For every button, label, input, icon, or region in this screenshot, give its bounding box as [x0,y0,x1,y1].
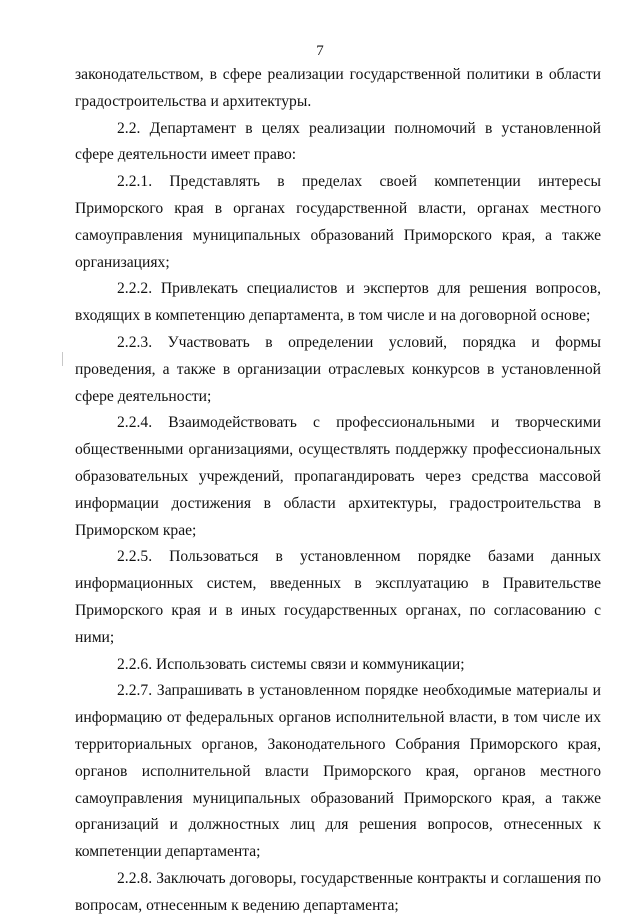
paragraph-2-2-7: 2.2.7. Запрашивать в установленном порядке необходимые материалы и информацию от федеральных органов исполнительной власти, в том числе их территориальных органов, Законодательного Собрания Приморского края, органов исполнительной власти Приморского края, органов местного самоуправления муниципальных образований Приморского края, а также организаций и должностных лиц для решения вопросов, отнесенных к компетенции департамента; [75,682,601,861]
page-number: 7 [316,43,324,59]
paragraph-continuation: законодательством, в сфере реализации государственной политики в области градостроительства и архитектуры. [75,66,601,110]
paragraph-2-2: 2.2. Департамент в целях реализации полномочий в установленной сфере деятельности имеет право: [75,119,601,164]
paragraph-2-2-4: 2.2.4. Взаимодействовать с профессиональными и творческими общественными организациями, осуществлять поддержку профессиональных образовательных учреждений, пропагандировать через средства массовой информации достижения в области архитектуры, градостроительства в Приморском крае; [75,414,601,539]
paragraph-2-2-5: 2.2.5. Пользоваться в установленном порядке базами данных информационных систем, введенных в эксплуатацию в Правительстве Приморского края и в иных государственных органах, по согласованию с ними; [75,548,601,646]
document-body [75,62,601,920]
paragraph-2-2-3: 2.2.3. Участвовать в определении условий, порядка и формы проведения, а также в организации отраслевых конкурсов в установленной сфере деятельности; [75,333,601,405]
paragraph-2-2-1: 2.2.1. Представлять в пределах своей компетенции интересы Приморского края в органах государственной власти, органах местного самоуправления муниципальных образований Приморского края, а также организациях; [75,173,601,271]
paragraph-2-2-2: 2.2.2. Привлекать специалистов и экспертов для решения вопросов, входящих в компетенцию департамента, в том числе и на договорной основе; [75,280,601,325]
paragraph-2-2-8: 2.2.8. Заключать договоры, государственные контракты и соглашения по вопросам, отнесенным к ведению департамента; [75,869,601,914]
margin-mark [62,352,63,366]
paragraph-2-2-6: 2.2.6. Использовать системы связи и коммуникации; [117,655,465,673]
